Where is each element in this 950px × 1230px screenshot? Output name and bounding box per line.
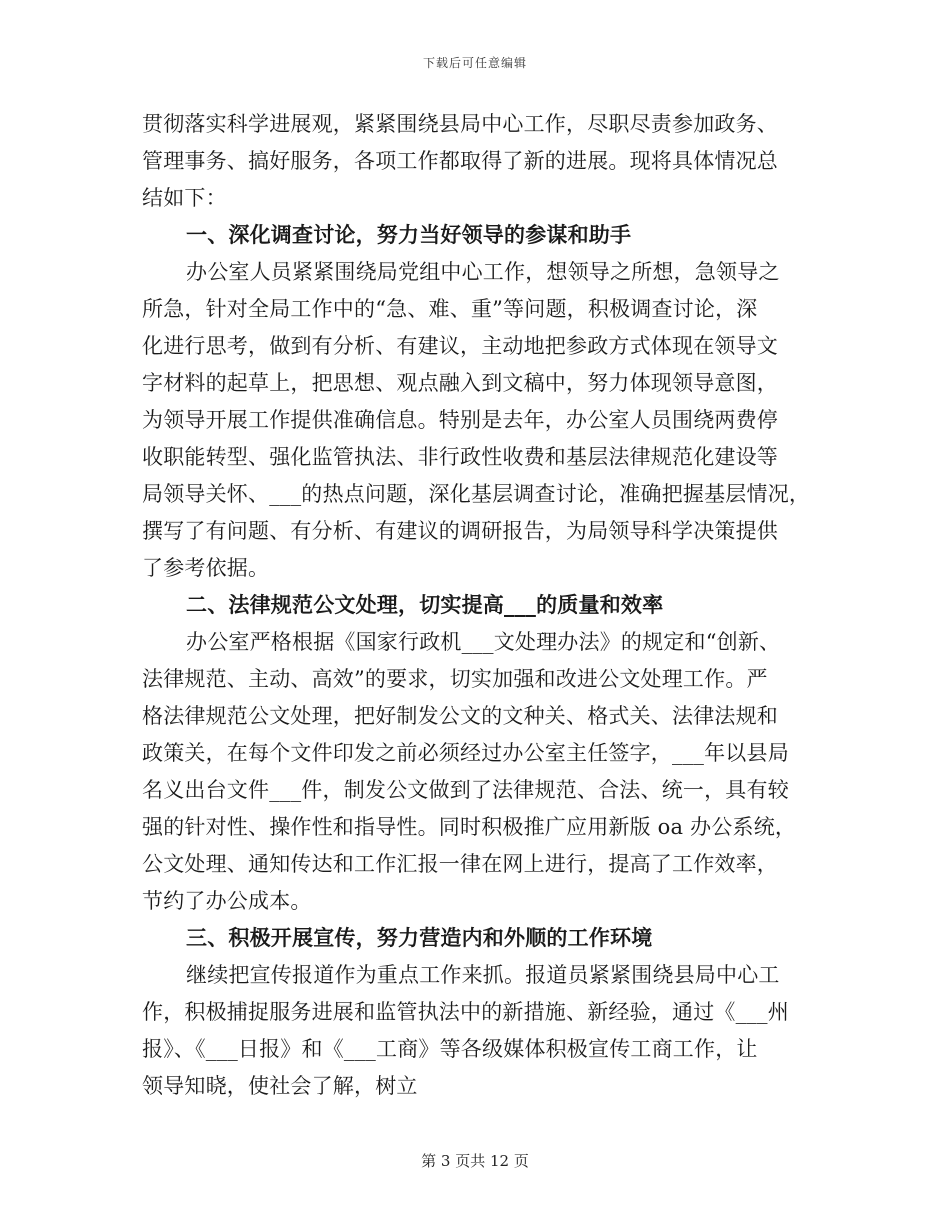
paragraph-line: 名义出台文件___件，制发公文做到了法律规范、合法、统一，具有较 — [142, 778, 789, 802]
page-header-note: 下载后可任意编辑 — [422, 56, 527, 70]
paragraph-line: 了参考依据。 — [142, 556, 270, 580]
paragraph-line: 办公室人员紧紧围绕局党组中心工作，想领导之所想，急领导之 — [186, 260, 780, 284]
paragraph-line: 报》、《___日报》和《___工商》等各级媒体积极宣传工商工作，让 — [142, 1037, 758, 1061]
document-body — [142, 106, 822, 1105]
paragraph-line: 化进行思考，做到有分析、有建议，主动地把参政方式体现在领导文 — [142, 334, 778, 358]
paragraph-line: 撰写了有问题、有分析、有建议的调研报告，为局领导科学决策提供 — [142, 519, 778, 543]
page-number: 第 3 页共 12 页 — [421, 1152, 529, 1170]
paragraph-line: 办公室严格根据《国家行政机___文处理办法》的规定和“创新、 — [186, 630, 781, 654]
paragraph-line: 结如下： — [142, 186, 227, 210]
paragraph-line: 为领导开展工作提供准确信息。特别是去年，办公室人员围绕两费停 — [142, 408, 778, 432]
section-heading-1: 一、深化调查讨论，努力当好领导的参谋和助手 — [186, 223, 632, 247]
paragraph-line: 公文处理、通知传达和工作汇报一律在网上进行，提高了工作效率， — [142, 852, 778, 876]
section-heading-3: 三、积极开展宣传，努力营造内和外顺的工作环境 — [186, 926, 653, 950]
paragraph-line: 作，积极捕捉服务进展和监管执法中的新措施、新经验，通过《___州 — [142, 1000, 789, 1024]
paragraph-line: 贯彻落实科学进展观，紧紧围绕县局中心工作，尽职尽责参加政务、 — [142, 112, 778, 136]
paragraph-line: 节约了办公成本。 — [142, 889, 312, 913]
paragraph-line: 强的针对性、操作性和指导性。同时积极推广应用新版 oa 办公系统， — [142, 815, 797, 839]
section-heading-2: 二、法律规范公文处理，切实提高___的质量和效率 — [186, 593, 664, 617]
paragraph-line: 管理事务、搞好服务，各项工作都取得了新的进展。现将具体情况总 — [142, 149, 778, 173]
paragraph-line: 字材料的起草上，把思想、观点融入到文稿中，努力体现领导意图， — [142, 371, 778, 395]
paragraph-line: 局领导关怀、___的热点问题，深化基层调查讨论，准确把握基层情况， — [142, 482, 811, 506]
paragraph-line: 继续把宣传报道作为重点工作来抓。报道员紧紧围绕县局中心工 — [186, 963, 780, 987]
paragraph-line: 收职能转型、强化监管执法、非行政性收费和基层法律规范化建设等 — [142, 445, 778, 469]
paragraph-line: 所急，针对全局工作中的“急、难、重”等问题，积极调查讨论，深 — [142, 297, 758, 321]
paragraph-line: 法律规范、主动、高效”的要求，切实加强和改进公文处理工作。严 — [142, 667, 768, 691]
paragraph-line: 政策关，在每个文件印发之前必须经过办公室主任签字，___年以县局 — [142, 741, 789, 765]
paragraph-line: 领导知晓，使社会了解，树立 — [142, 1074, 418, 1098]
paragraph-line: 格法律规范公文处理，把好制发公文的文种关、格式关、法律法规和 — [142, 704, 778, 728]
